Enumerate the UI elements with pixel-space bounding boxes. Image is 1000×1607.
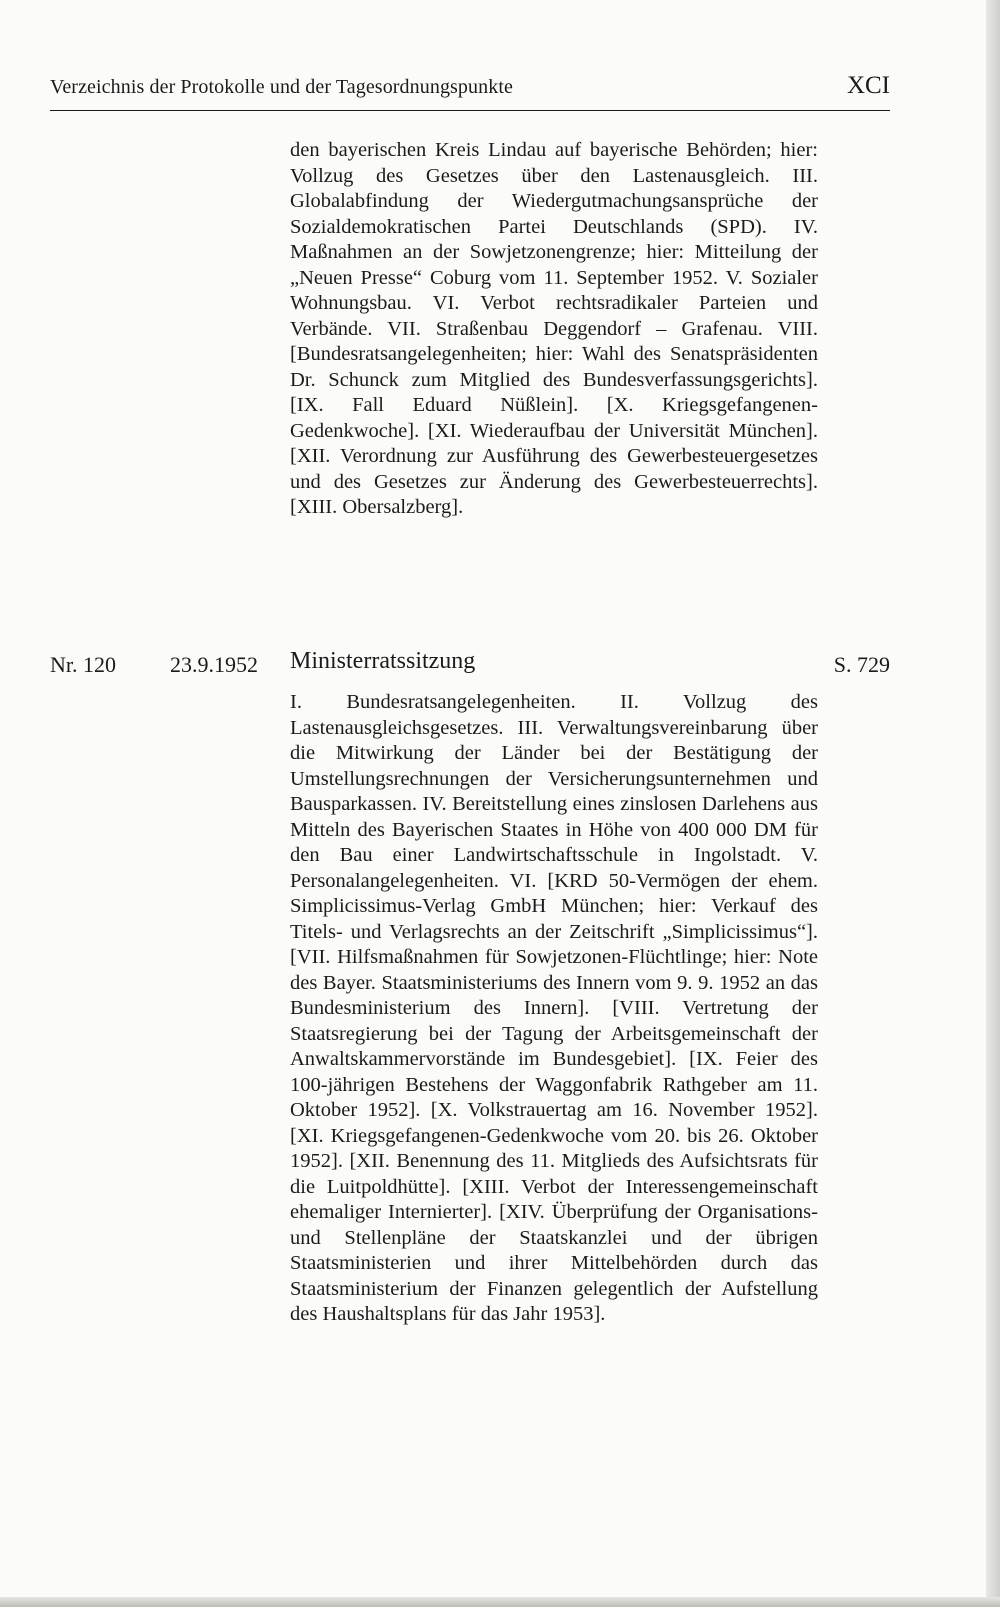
protocol-number: Nr. 120: [50, 652, 116, 677]
running-header: [50, 72, 890, 106]
page-edge-bottom: [0, 1597, 1000, 1607]
header-rule: [50, 110, 890, 111]
page-number: XCI: [846, 72, 890, 99]
protocol-entry-header: [50, 648, 890, 678]
running-header-title: Verzeichnis der Protokolle und der Tagesordnungspunkte: [50, 76, 513, 98]
page-edge-right: [986, 0, 1000, 1607]
protocol-title: Ministerratssitzung: [290, 648, 476, 674]
protocol-page-reference: S. 729: [833, 652, 890, 677]
protocol-agenda-paragraph: I. Bundesratsangelegenheiten. II. Vollzug des Lastenausgleichsgesetzes. III. Verwaltungsvereinbarung über die Mitwirkung der Länder bei der Bestätigung der Umstellungsrechnungen der Versicherungsunternehmen und Bausparkassen. IV. Bereitstellung eines zinslosen Darlehens aus Mitteln des Bayerischen Staates in Höhe von 400 000 DM für den Bau einer Landwirtschaftsschule in Ingolstadt. V. Personalangelegenheiten. VI. [KRD 50-Vermögen der ehem. Simplicissimus-Verlag GmbH München; hier: Verkauf des Titels- und Verlagsrechts an der Zeitschrift „Simplicissimus“]. [VII. Hilfsmaßnahmen für Sowjetzonen-Flüchtlinge; hier: Note des Bayer. Staatsministeriums des Innern vom 9. 9. 1952 an das Bundesministerium des Innern]. [VIII. Vertretung der Staatsregierung bei der Tagung der Arbeitsgemeinschaft der Anwaltskammervorstände im Bundesgebiet]. [IX. Feier des 100-jährigen Bestehens der Waggonfabrik Rathgeber am 11. Oktober 1952]. [X. Volkstrauertag am 16. November 1952]. [XI. Kriegsgefangenen-Gedenkwoche vom 20. bis 26. Oktober 1952]. [XII. Benennung des 11. Mitglieds des Aufsichtsrats für die Luitpoldhütte]. [XIII. Verbot der Interessengemeinschaft ehemaliger Internierter]. [XIV. Überprüfung der Organisations- und Stellenpläne der Staatskanzlei und der übrigen Staatsministerien und ihrer Mittelbehörden durch das Staatsministerium der Finanzen gelegentlich der Aufstellung des Haushaltsplans für das Jahr 1953].: [290, 691, 818, 1325]
protocol-date: 23.9.1952: [170, 652, 258, 677]
continuation-paragraph: den bayerischen Kreis Lindau auf bayerische Behörden; hier: Vollzug des Gesetzes über den Lastenausgleich. III. Globalabfindung der Wiedergutmachungsansprüche der Sozialdemokratischen Partei Deutschlands (SPD). IV. Maßnahmen an der Sowjetzonengrenze; hier: Mitteilung der „Neuen Presse“ Coburg vom 11. September 1952. V. Sozialer Wohnungsbau. VI. Verbot rechtsradikaler Parteien und Verbände. VII. Straßenbau Deggendorf – Grafenau. VIII. [Bundesratsangelegenheiten; hier: Wahl des Senatspräsidenten Dr. Schunck zum Mitglied des Bundesverfassungsgerichts]. [IX. Fall Eduard Nüßlein]. [X. Kriegsgefangenen-Gedenkwoche]. [XI. Wiederaufbau der Universität München]. [XII. Verordnung zur Ausführung des Gewerbesteuergesetzes und des Gesetzes zur Änderung des Gewerbesteuerrechts]. [XIII. Obersalzberg].: [290, 139, 818, 518]
